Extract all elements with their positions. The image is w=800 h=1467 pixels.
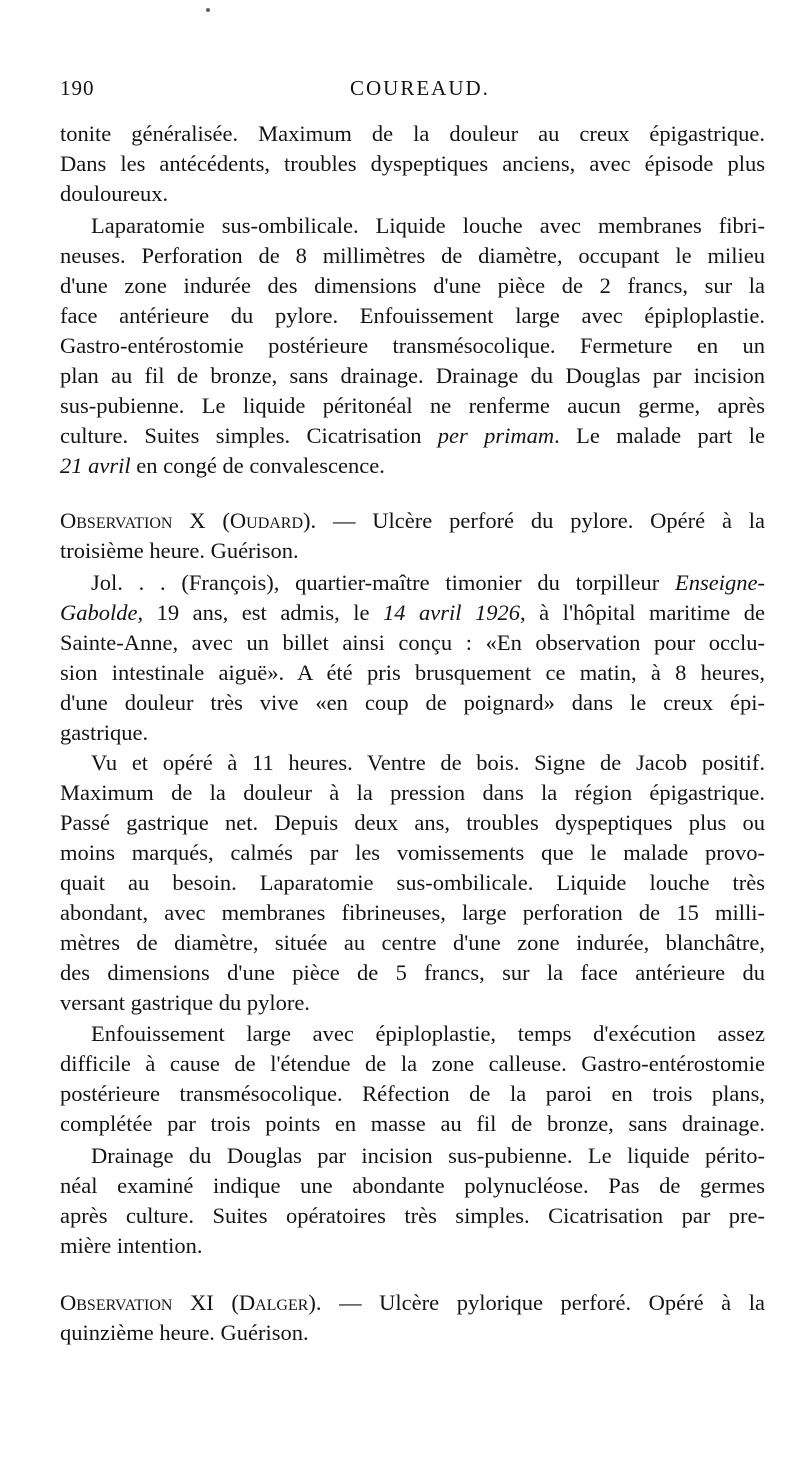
- ship-name: Enseigne-: [675, 570, 765, 595]
- text-line: neuses. Perforation de 8 millimètres de diamètre, occupant le milieu: [60, 243, 765, 268]
- text-line: Vu et opéré à 11 heures. Ventre de bois. Signe de Jacob positif.: [91, 750, 765, 775]
- observation-label: Observation X: [60, 508, 206, 533]
- text-line: abondant, avec membranes fibrineuses, large perforation de 15 milli-: [60, 900, 765, 925]
- text-line: Gastro-entérostomie postérieure transmésocolique. Fermeture en un: [60, 333, 765, 358]
- text-line: néal examiné indique une abondante polynucléose. Pas de germes: [60, 1173, 765, 1198]
- ship-name: Gabolde: [60, 600, 138, 625]
- date-text: 21 avril: [60, 453, 131, 478]
- text-line: d'une zone indurée des dimensions d'une pièce de 2 francs, sur la: [60, 273, 765, 298]
- text-line: complétée par trois points en masse au fil de bronze, sans drainage.: [60, 1111, 765, 1136]
- observation-heading: Observation X (Oudard). — Ulcère perforé du pylore. Opéré à la: [60, 508, 765, 533]
- running-header: [60, 76, 760, 106]
- text-line: culture. Suites simples. Cicatrisation per primam. Le malade part le: [60, 423, 766, 448]
- date-text: 14 avril 1926: [382, 600, 521, 625]
- text-line: Passé gastrique net. Depuis deux ans, troubles dyspeptiques plus ou: [60, 810, 765, 835]
- observation-author: Oudard: [229, 508, 304, 533]
- text-line: Laparatomie sus-ombilicale. Liquide louche avec membranes fibri-: [91, 213, 765, 238]
- text-line: face antérieure du pylore. Enfouissement large avec épiploplastie.: [60, 303, 765, 328]
- observation-author: Dalger: [238, 1290, 309, 1315]
- text-line: Maximum de la douleur à la pression dans la région épigastrique.: [60, 780, 765, 805]
- text-line: mètres de diamètre, située au centre d'une zone indurée, blanchâtre,: [60, 930, 765, 955]
- text-line: moins marqués, calmés par les vomissements que le malade provo-: [60, 840, 765, 865]
- observation-label: Observation XI: [60, 1290, 214, 1315]
- observation-heading: Observation XI (Dalger). — Ulcère pylorique perforé. Opéré à la: [60, 1290, 765, 1315]
- text-line: d'une douleur très vive «en coup de poignard» dans le creux épi-: [60, 690, 765, 715]
- latin-phrase: per primam: [437, 423, 555, 448]
- text-line: 21 avril en congé de convalescence.: [60, 453, 385, 478]
- text-line: troisième heure. Guérison.: [60, 538, 299, 563]
- text-line: quait au besoin. Laparatomie sus-ombilicale. Liquide louche très: [60, 870, 765, 895]
- text-line: tonite généralisée. Maximum de la douleur au creux épigastrique.: [60, 121, 765, 146]
- text-line: gastrique.: [60, 720, 149, 745]
- text-line: Sainte-Anne, avec un billet ainsi conçu : «En observation pour occlu-: [60, 630, 765, 655]
- speck-mark: [206, 8, 210, 12]
- text-line: Dans les antécédents, troubles dyspeptiques anciens, avec épisode plus: [60, 151, 765, 176]
- text-line: versant gastrique du pylore.: [60, 990, 310, 1015]
- text-line: des dimensions d'une pièce de 5 francs, sur la face antérieure du: [60, 960, 765, 985]
- text-line: postérieure transmésocolique. Réfection de la paroi en trois plans,: [60, 1081, 765, 1106]
- text-line: Enfouissement large avec épiploplastie, temps d'exécution assez: [91, 1021, 765, 1046]
- text-line: Jol. . . (François), quartier-maître timonier du torpilleur Enseigne-: [91, 570, 765, 595]
- text-line: après culture. Suites opératoires très simples. Cicatrisation par pre-: [60, 1203, 765, 1228]
- text-line: sion intestinale aiguë». A été pris brusquement ce matin, à 8 heures,: [60, 660, 765, 685]
- text-line: sus-pubienne. Le liquide péritonéal ne renferme aucun germe, après: [60, 393, 765, 418]
- text-line: quinzième heure. Guérison.: [60, 1320, 309, 1345]
- text-line: douloureux.: [60, 181, 169, 206]
- text-line: Gabolde, 19 ans, est admis, le 14 avril 1926, à l'hôpital maritime de: [60, 600, 765, 625]
- text-line: mière intention.: [60, 1233, 203, 1258]
- page-number: 190: [60, 76, 95, 100]
- running-title: COUREAUD.: [350, 76, 490, 100]
- text-line: plan au fil de bronze, sans drainage. Drainage du Douglas par incision: [60, 363, 765, 388]
- text-line: difficile à cause de l'étendue de la zone calleuse. Gastro-entérostomie: [60, 1051, 765, 1076]
- text-line: Drainage du Douglas par incision sus-pubienne. Le liquide périto-: [91, 1143, 765, 1168]
